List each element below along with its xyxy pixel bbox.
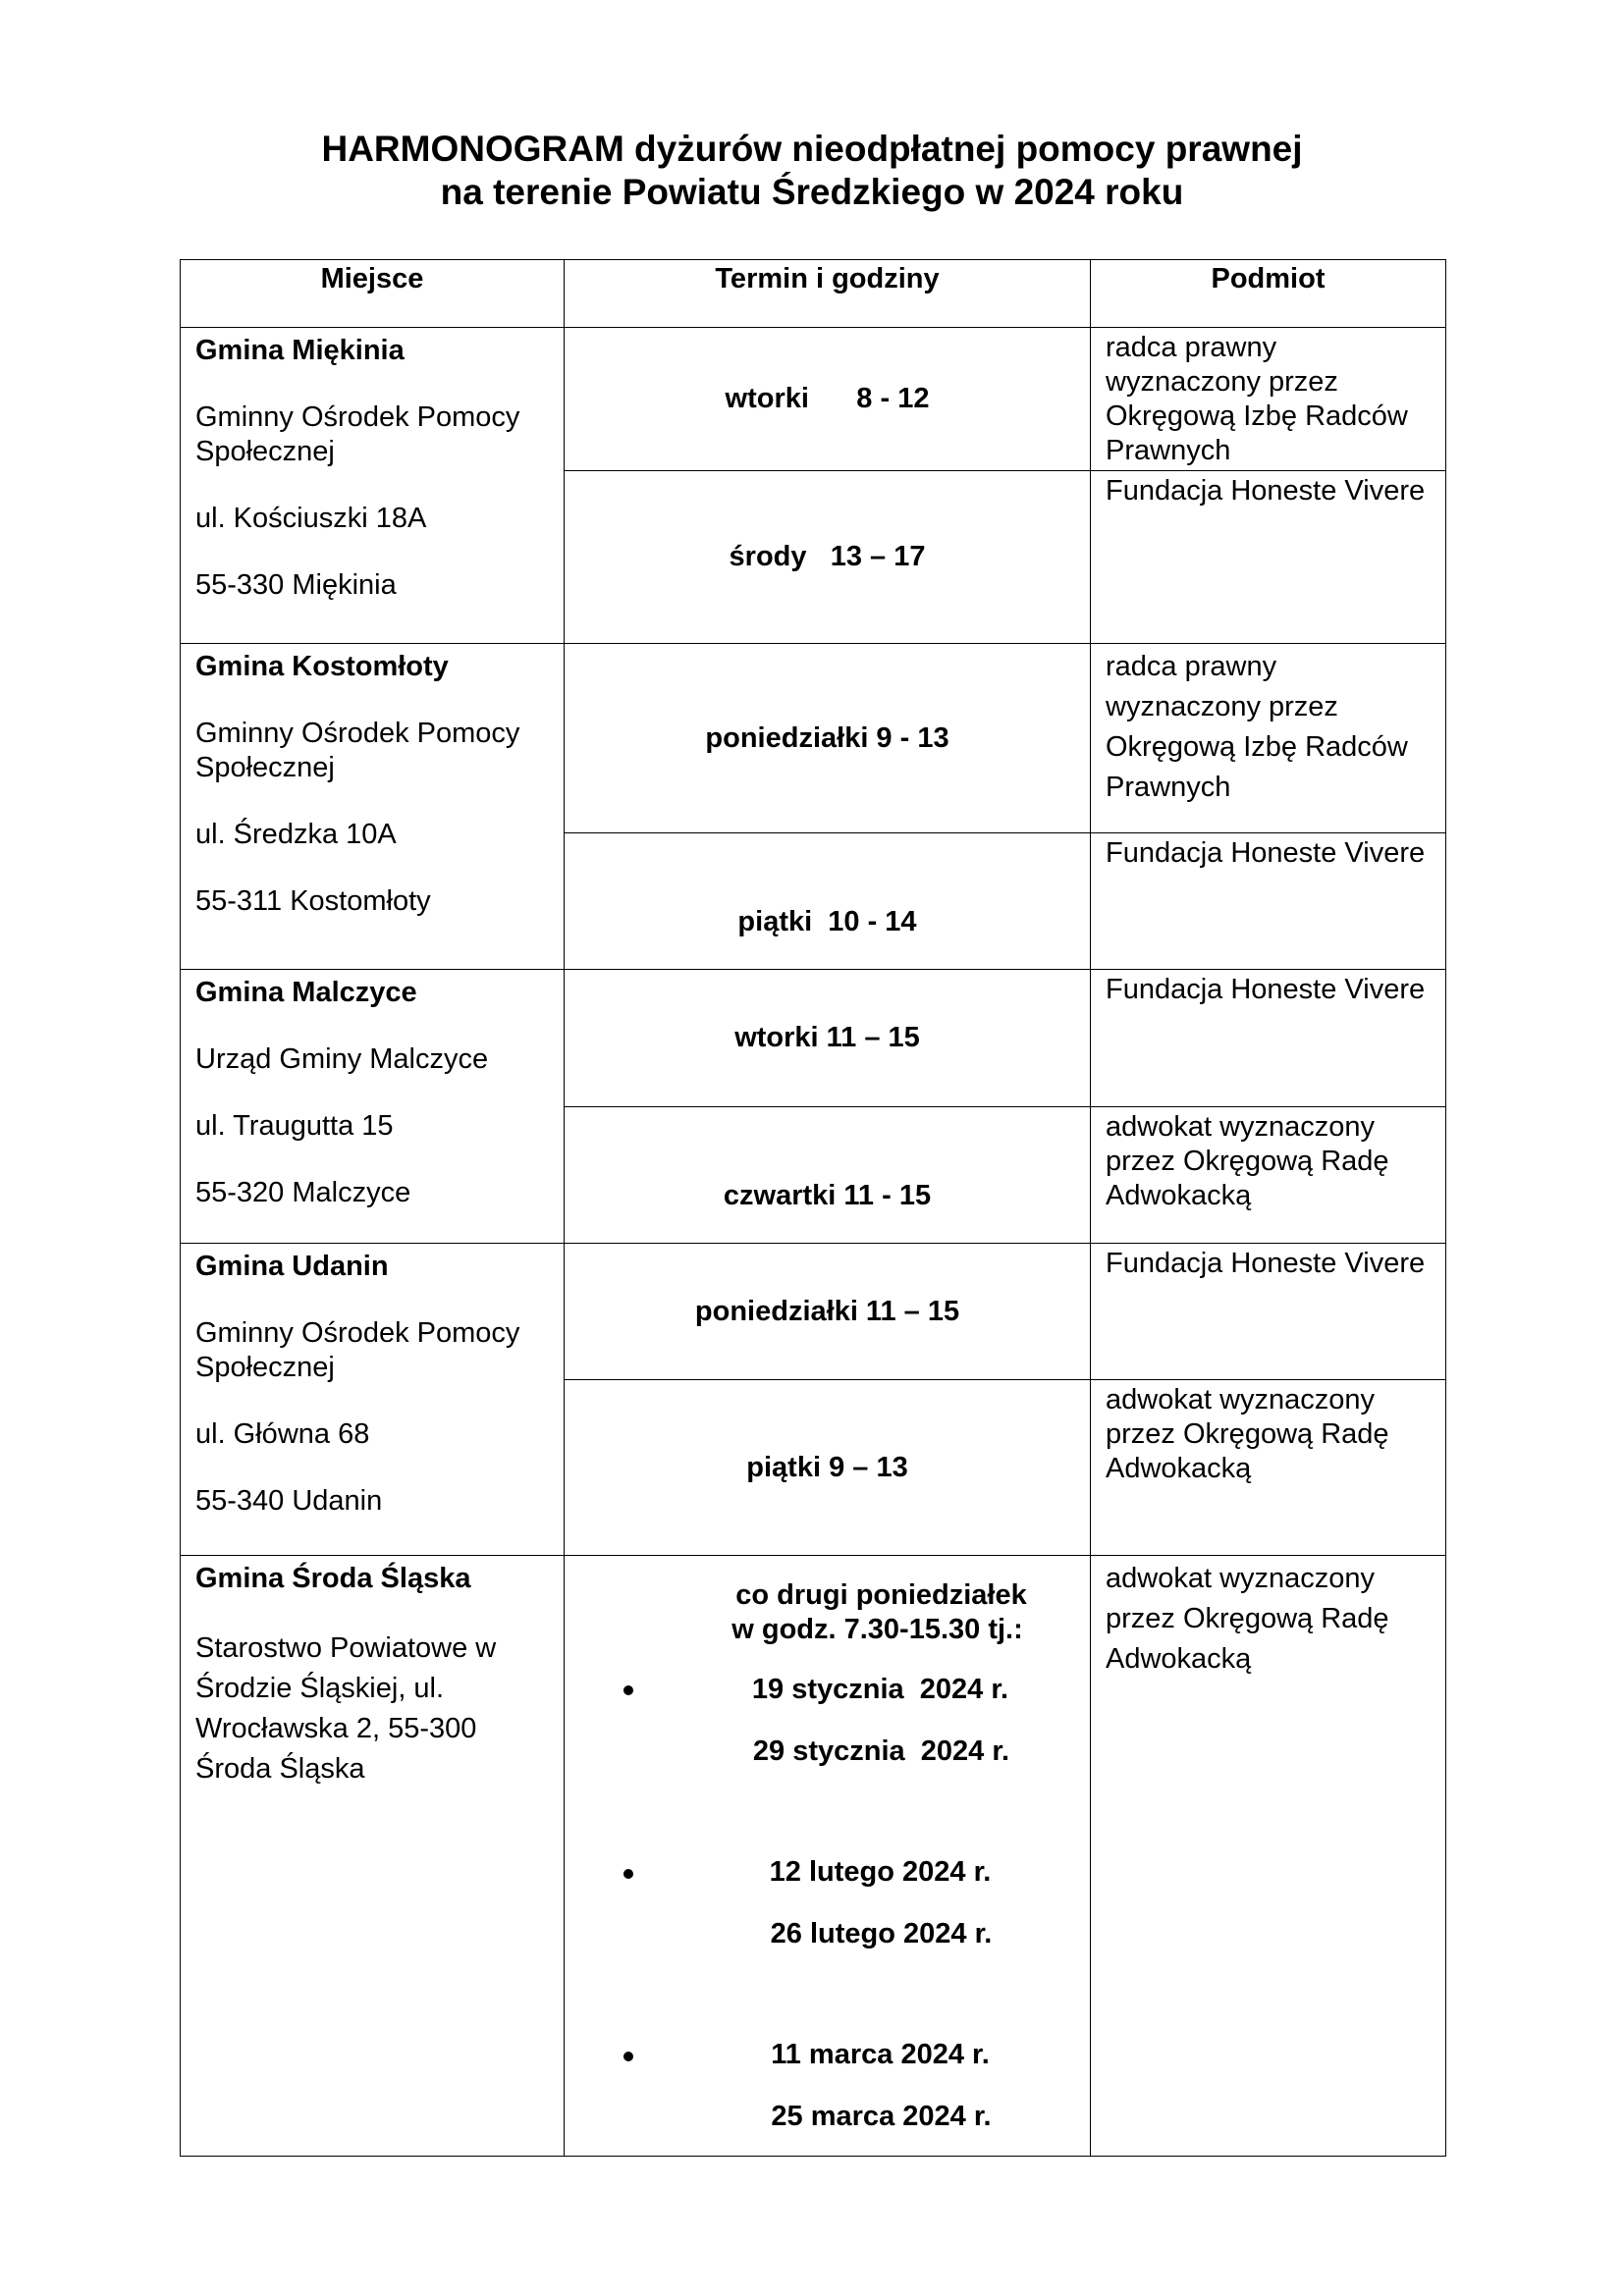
street-address: ul. Traugutta 15 (195, 1110, 394, 1142)
bullet-icon (623, 1685, 633, 1695)
term-cell: piątki 9 – 13 (565, 1380, 1091, 1556)
postal-address: 55-340 Udanin (195, 1485, 383, 1517)
spacer (565, 1951, 1090, 2038)
header-term: Termin i godziny (565, 260, 1091, 328)
entity-cell: adwokat wyznaczony przez Okręgową Radę Adwokacką (1091, 1106, 1446, 1244)
term-hours: w godz. 7.30-15.30 tj.: (731, 1613, 1023, 1645)
table-row (181, 1244, 1446, 1380)
title-line-1: HARMONOGRAM dyżurów nieodpłatnej pomocy prawnej (321, 129, 1303, 169)
spacer (565, 1769, 1090, 1855)
entity-cell: adwokat wyznaczony przez Okręgową Radę Adwokacką (1091, 1380, 1446, 1556)
term-cell: piątki 10 - 14 (565, 833, 1091, 970)
date-entry: 11 marca 2024 r. (771, 2038, 990, 2070)
place-cell (181, 328, 565, 644)
term-cell: poniedziałki 11 – 15 (565, 1244, 1091, 1380)
entity-cell: Fundacja Honeste Vivere (1091, 1244, 1446, 1380)
municipality-name: Gmina Środa Śląska (195, 1563, 471, 1594)
term-cell: wtorki 11 – 15 (565, 970, 1091, 1107)
header-place: Miejsce (181, 260, 565, 328)
date-entry: 12 lutego 2024 r. (769, 1855, 992, 1888)
term-cell (565, 1556, 1091, 2157)
municipality-name: Gmina Malczyce (195, 977, 417, 1008)
office-name: Gminny Ośrodek Pomocy Społecznej (195, 1317, 520, 1383)
postal-address: 55-311 Kostomłoty (195, 885, 431, 917)
municipality-name: Gmina Miękinia (195, 335, 405, 366)
street-address: ul. Kościuszki 18A (195, 503, 427, 534)
list-item (565, 1855, 1090, 1951)
municipality-name: Gmina Udanin (195, 1251, 389, 1282)
bullet-icon (623, 1869, 633, 1879)
entity-cell: Fundacja Honeste Vivere (1091, 471, 1446, 644)
date-entry: 25 marca 2024 r. (771, 2100, 992, 2132)
entity-cell: radca prawny wyznaczony przez Okręgową Izbę Radców Prawnych (1091, 328, 1446, 471)
bullet-icon (623, 2052, 633, 2061)
office-name: Starostwo Powiatowe w Środzie Śląskiej, ul. Wrocławska 2, 55-300 Środa Śląska (195, 1632, 497, 1785)
table-row (181, 328, 1446, 471)
entity-cell: radca prawny wyznaczony przez Okręgową Izbę Radców Prawnych (1091, 644, 1446, 833)
date-list (565, 1647, 1090, 2134)
place-cell (181, 1244, 565, 1556)
table-row (181, 1556, 1446, 2157)
place-cell (181, 1556, 565, 2157)
header-entity: Podmiot (1091, 260, 1446, 328)
term-cell: czwartki 11 - 15 (565, 1106, 1091, 1244)
table-row (181, 644, 1446, 833)
term-heading: co drugi poniedziałek (735, 1578, 1027, 1611)
entity-cell: adwokat wyznaczony przez Okręgową Radę Adwokacką (1091, 1556, 1446, 2157)
term-cell: środy 13 – 17 (565, 471, 1091, 644)
municipality-name: Gmina Kostomłoty (195, 651, 449, 682)
schedule-table (180, 259, 1446, 2157)
street-address: ul. Główna 68 (195, 1418, 370, 1450)
entity-cell: Fundacja Honeste Vivere (1091, 970, 1446, 1107)
term-cell: wtorki 8 - 12 (565, 328, 1091, 471)
header-row (181, 260, 1446, 328)
list-item (565, 1647, 1090, 1769)
office-name: Gminny Ośrodek Pomocy Społecznej (195, 718, 520, 783)
street-address: ul. Średzka 10A (195, 819, 397, 850)
date-entry: 19 stycznia 2024 r. (751, 1673, 1009, 1705)
date-entry: 26 lutego 2024 r. (770, 1917, 993, 1949)
office-name: Gminny Ośrodek Pomocy Społecznej (195, 401, 520, 467)
office-name: Urząd Gminy Malczyce (195, 1043, 489, 1075)
entity-cell: Fundacja Honeste Vivere (1091, 833, 1446, 970)
title-line-2: na terenie Powiatu Średzkiego w 2024 roku (440, 172, 1184, 212)
page-title (0, 128, 1624, 214)
date-entry: 29 stycznia 2024 r. (752, 1735, 1010, 1767)
place-cell (181, 970, 565, 1244)
term-cell: poniedziałki 9 - 13 (565, 644, 1091, 833)
place-cell (181, 644, 565, 970)
list-item (565, 2038, 1090, 2134)
table-row (181, 970, 1446, 1107)
postal-address: 55-330 Miękinia (195, 569, 397, 601)
postal-address: 55-320 Malczyce (195, 1177, 411, 1208)
